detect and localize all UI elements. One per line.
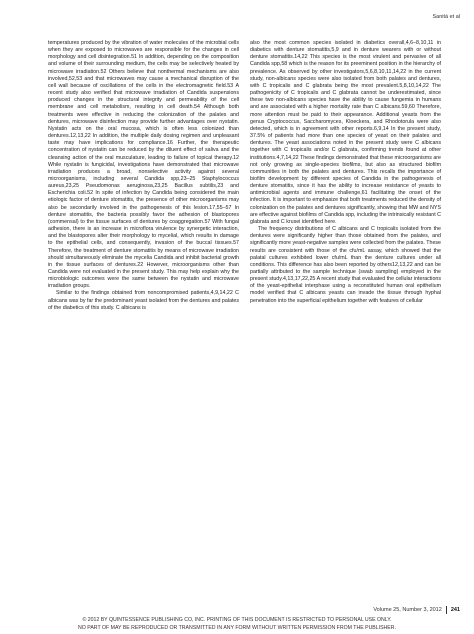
copyright-notice-line-2: NO PART OF MAY BE REPRODUCED OR TRANSMITTED IN ANY FORM WITHOUT WRITTEN PERMISSION FROM THE PUBLISHER. <box>78 625 396 631</box>
body-paragraph: Similar to the findings obtained from noncompromised patients,4,9,14,22 C albicans was by far the predominant yeast isolated from the dentures and palates of the diabetics of this study. C albicans is <box>48 290 239 311</box>
page-number: 241 <box>450 607 460 613</box>
footer-divider <box>446 606 447 614</box>
body-paragraph: temperatures produced by the vibration of water molecules of the microbial cells when they are exposed to microwaves are responsible for the changes in cell morphology and cell disintegration.51 In addition, depending on the composition and volume of their surrounding medium, the cells may be selectively heated by microwave irradiation.52 Others believe that nonthermal mechanisms are also involved,52,53 and that microwaves may cause a mechanical disruption of the cell wall because of oscillations of the cells in the electromagnetic field.53 A recent study also verified that microwave irradiation of Candida suspensions produced changes in the structural integrity and permeability of the cell membrane and cell metabolism, resulting in cell death.54 Although both treatments were effective in reducing the colonization of the palates and dentures, microwave disinfection may provide further advantages over nystatin. Nystatin acts on the oral mucosa, which is often less colonized than dentures.12,13,22 In addition, the multiple daily dosing regimen and unpleasant taste may have implications for compliance.16 Further, the therapeutic concentration of nystatin can be reduced by the diluent effect of saliva and the cleansing action of the oral musculature, leading to failure of topical therapy.12 While nystatin is fungicidal, investigations have demonstrated that microwave irradiation produces a broad, nonselective activity against several microorganisms, including several Candida spp,23–25 Staphylococcus aureus,23,25 Pseudomonas aeruginosa,23,25 Bacillus subtilis,23 and Escherichia coli.52 In spite of infection by Candida being considered the main etiologic factor of denture stomatitis, the presence of other microorganisms may also be secondarily involved in the pathogenesis of this lesion.17,55–57 In denture stomatitis, the bacteria possibly favor the adhesion of blastopores (commensal) to the tissue surfaces of dentures by coaggregation.57 With fungal adhesion, there is an increase in microflora virulence by synergetic interaction, and the blastopores alter their morphology to mycelial, which results in damage to the epithelial cells, and consequently, invasion of the buccal tissues.57 Therefore, the treatment of denture stomatitis by means of microwave irradiation should simultaneously eliminate the mycelia Candida and inhibit bacterial growth in the tissue surfaces of dentures.22 However, microorganisms other than Candida were not evaluated in the present study. This may help explain why the microbiologic outcomes were the same between the nystatin and microwave irradiation groups. <box>48 40 239 290</box>
body-paragraph: also the most common species isolated in diabetics overall,4,6–8,10,11 in diabetics with denture stomatitis,5,9 and in denture wearers with or without denture stomatitis.14,22 This species is the most virulent and pervasive of all Candida spp,58 which is the reason for its preeminent position in the hierarchy of prevalence. As observed by other investigators,5,6,8,10,11,14,22 in the current study, non-albicans species were also isolated from both palates and dentures, with C tropicalis and C glabrata being the most prevalent.5,8,10,14,22 The pathogenicity of C tropicalis and C glabrata cannot be underestimated, since these two non-albicans species have the ability to cause fungemia in humans and are associated with a higher mortality rate than C albicans.59,60 Therefore, more attention must be paid to their appearance. Additional yeasts from the genus Cryptococcus, Saccharomyces, Kloeckera, and Rhodotorula were also detected, which is in agreement with other reports.6,9,14 In the present study, 37.5% of patients had more than one species of yeast on their palates and dentures. The yeast associations noted in the present study were C albicans together with C tropicalis and/or C glabrata, confirming trends found at other institutions.4,7,14,22 These findings demonstrated that these microorganisms are not only growing as single-species biofilms, but also as structured biofilm communities in both the palates and dentures. This recalls the importance of biofilm development by different species of Candida in the pathogenesis of denture stomatitis, since it has the ability to increase resistance of yeasts to antimicrobial agents and immune challenge,61 facilitating the onset of the infection. It is important to emphasize that both treatments reduced the density of colonization on the palates and dentures significantly, showing that MW and NYS are effective against biofilms of Candida spp, including the intrinsically resistant C glabrata and C krusei identified here. <box>250 40 441 225</box>
body-paragraph: The frequency distributions of C albicans and C tropicalis isolated from the dentures were significantly higher than those obtained from the palates, and significantly more yeast-negative samples were collected from the palates. These results are consistent with those of the cfu/mL assay, which showed that the palatal cultures exhibited lower cfu/mL than the denture cultures under all conditions. This difference has also been reported by others12,13,22 and can be partially attributed to the sample technique (swab sampling) employed in the present study.4,13,17,22,25 A recent study that evaluated the cellular interactions of the yeast-epithelial interphase using a reconstituted human oral epithelium model verified that C albicans yeasts can invade the tissue through hyphal penetration into the superficial epithelium together with features of cellular <box>250 226 441 304</box>
right-text-column <box>250 40 441 305</box>
left-text-column <box>48 40 239 312</box>
page-footer <box>373 606 460 614</box>
journal-issue: Volume 25, Number 3, 2012 <box>373 607 442 613</box>
copyright-notice-line-1: © 2012 BY QUINTESSENCE PUBLISHING CO, INC. PRINTING OF THIS DOCUMENT IS RESTRICTED TO PERSONAL USE ONLY. <box>82 617 392 623</box>
running-header-author: Sanitá et al <box>432 14 460 20</box>
